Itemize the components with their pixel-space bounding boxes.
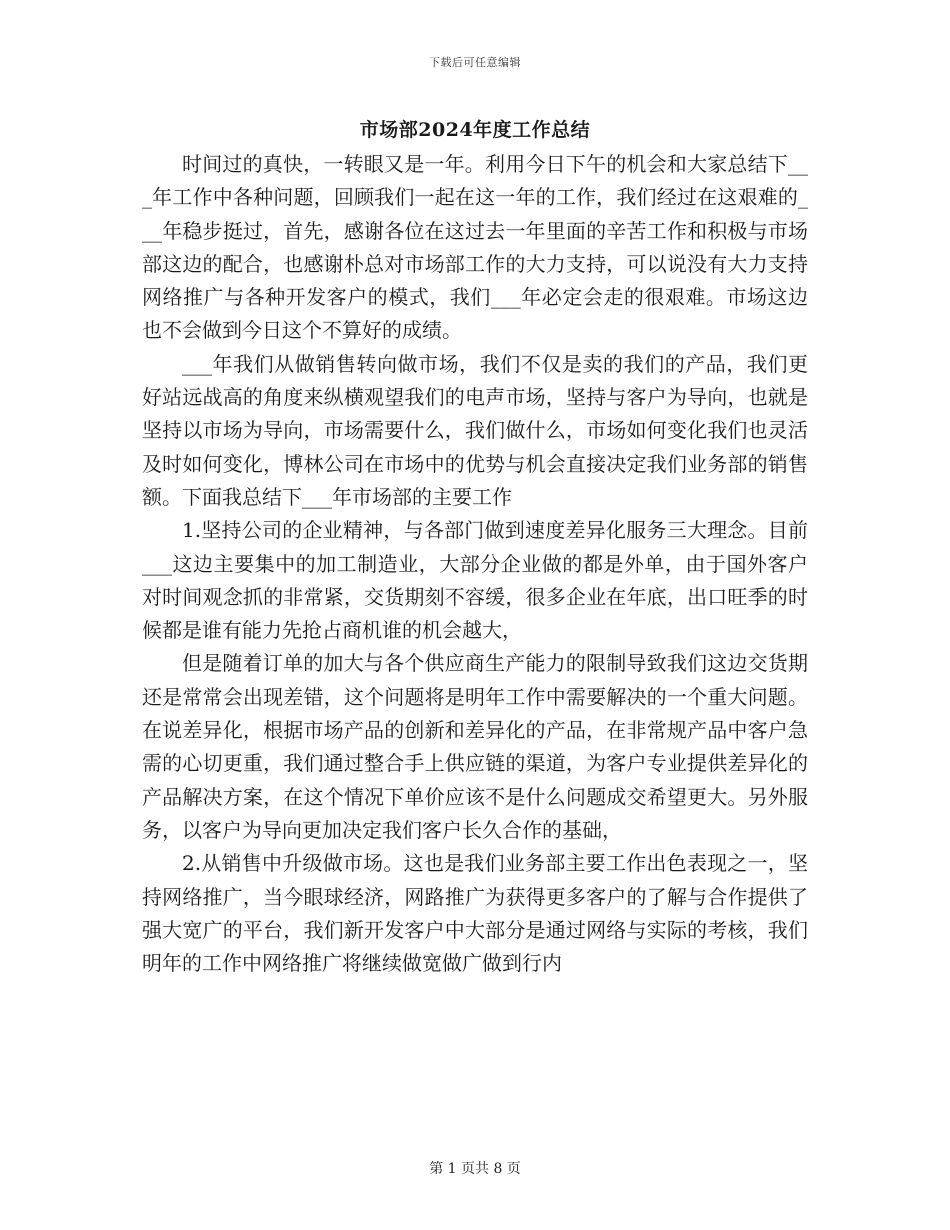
paragraph-2: ___年我们从做销售转向做市场，我们不仅是卖的我们的产品，我们更好站远战高的角度来纵横观望我们的电声市场，坚持与客户为导向，也就是坚持以市场为导向，市场需要什么，我们做什么，市场如何变化我们也灵活及时如何变化，博林公司在市场中的优势与机会直接决定我们业务部的销售额。下面我总结下___年市场部的主要工作 bbox=[142, 351, 808, 509]
header-note: 下载后可任意编辑 bbox=[429, 56, 521, 69]
page-number-footer: 第 1 页共 8 页 bbox=[429, 1161, 521, 1177]
document-title: 市场部2024年度工作总结 bbox=[359, 119, 591, 141]
paragraph-3: 1.坚持公司的企业精神，与各部门做到速度差异化服务三大理念。目前___这边主要集中的加工制造业，大部分企业做的都是外单，由于国外客户对时间观念抓的非常紧，交货期刻不容缓，很多企业在年底，出口旺季的时候都是谁有能力先抢占商机谁的机会越大， bbox=[142, 518, 808, 643]
paragraph-1: 时间过的真快，一转眼又是一年。利用今日下午的机会和大家总结下___年工作中各种问题，回顾我们一起在这一年的工作，我们经过在这艰难的___年稳步挺过，首先，感谢各位在这过去一年里面的辛苦工作和积极与市场部这边的配合，也感谢朴总对市场部工作的大力支持，可以说没有大力支持网络推广与各种开发客户的模式，我们___年必定会走的很艰难。市场这边也不会做到今日这个不算好的成绩。 bbox=[142, 152, 808, 343]
paragraph-4: 但是随着订单的加大与各个供应商生产能力的限制导致我们这边交货期还是常常会出现差错，这个问题将是明年工作中需要解决的一个重大问题。在说差异化，根据市场产品的创新和差异化的产品，在非常规产品中客户急需的心切更重，我们通过整合手上供应链的渠道，为客户专业提供差异化的产品解决方案，在这个情况下单价应该不是什么问题成交希望更大。另外服务，以客户为导向更加决定我们客户长久合作的基础， bbox=[142, 651, 808, 842]
document-body bbox=[142, 148, 808, 980]
paragraph-5: 2.从销售中升级做市场。这也是我们业务部主要工作出色表现之一，坚持网络推广，当今眼球经济，网路推广为获得更多客户的了解与合作提供了强大宽广的平台，我们新开发客户中大部分是通过网络与实际的考核，我们明年的工作中网络推广将继续做宽做广做到行内 bbox=[142, 851, 808, 976]
